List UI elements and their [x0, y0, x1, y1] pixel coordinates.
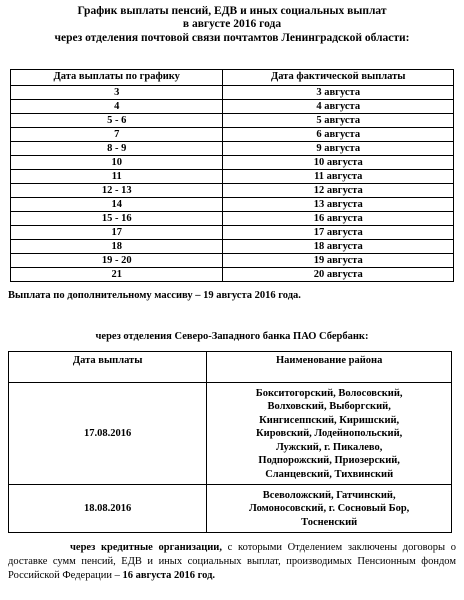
table-row — [11, 198, 454, 212]
actual-date-cell: 16 августа — [223, 212, 454, 226]
scheduled-date-cell: 8 - 9 — [11, 142, 223, 156]
district-line: Ломоносовский, г. Сосновый Бор, — [249, 503, 410, 515]
scheduled-date-cell: 14 — [11, 198, 223, 212]
table-row — [11, 268, 454, 282]
table-header-row — [11, 70, 454, 86]
table-row — [11, 128, 454, 142]
column-header-scheduled-date: Дата выплаты по графику — [11, 70, 223, 86]
district-line: Сланцевский, Тихвинский — [265, 468, 394, 480]
scheduled-date-cell: 11 — [11, 170, 223, 184]
scheduled-date-cell: 19 - 20 — [11, 254, 223, 268]
district-line: Подпорожский, Приозерский, — [258, 455, 400, 467]
district-names-cell — [207, 383, 452, 485]
district-line: Бокситогорский, Волосовский, — [255, 387, 403, 399]
actual-date-cell: 17 августа — [223, 226, 454, 240]
actual-date-cell: 19 августа — [223, 254, 454, 268]
actual-date-cell: 4 августа — [223, 100, 454, 114]
scheduled-date-cell: 4 — [11, 100, 223, 114]
district-line: Волховский, Выборгский, — [267, 401, 391, 413]
sberbank-schedule-table — [8, 351, 452, 533]
payment-date-cell: 18.08.2016 — [9, 485, 207, 533]
column-header-payment-date: Дата выплаты — [9, 352, 207, 383]
table-row — [11, 100, 454, 114]
document-title-line-1: График выплаты пенсий, ЕДВ и иных социальных выплат — [77, 5, 387, 17]
scheduled-date-cell: 7 — [11, 128, 223, 142]
table-row — [11, 240, 454, 254]
district-line: Тосненский — [301, 516, 358, 528]
credit-body-text: с которыми Отделением заключены договоры о доставке сумм пенсий, ЕДВ и иных социальных выплат, производимых Пенсионным фондом Российской Федерации – — [8, 542, 457, 581]
scheduled-date-cell: 21 — [11, 268, 223, 282]
actual-date-cell: 9 августа — [223, 142, 454, 156]
scheduled-date-cell: 12 - 13 — [11, 184, 223, 198]
table-row — [11, 170, 454, 184]
credit-organizations-paragraph — [8, 541, 456, 583]
actual-date-cell: 20 августа — [223, 268, 454, 282]
scheduled-date-cell: 17 — [11, 226, 223, 240]
actual-date-cell: 12 августа — [223, 184, 454, 198]
additional-payment-note: Выплата по дополнительному массиву – 19 августа 2016 года. — [8, 290, 301, 301]
table-row — [11, 212, 454, 226]
district-line: Кировский, Лодейнопольский, — [256, 428, 403, 440]
district-line: Всеволожский, Гатчинский, — [262, 489, 396, 501]
credit-lead-text: через кредитные организации, — [70, 542, 222, 553]
table-row — [9, 383, 452, 485]
payment-date-cell: 17.08.2016 — [9, 383, 207, 485]
district-names-cell — [207, 485, 452, 533]
table-row — [11, 226, 454, 240]
credit-payment-date: 16 августа 2016 год. — [119, 570, 216, 581]
actual-date-cell: 13 августа — [223, 198, 454, 212]
table-row — [11, 184, 454, 198]
table-row — [11, 142, 454, 156]
column-header-actual-date: Дата фактической выплаты — [223, 70, 454, 86]
document-title-line-3: через отделения почтовой связи почтамтов Ленинградской области: — [54, 32, 410, 44]
table-row — [11, 254, 454, 268]
actual-date-cell: 6 августа — [223, 128, 454, 142]
district-line: Лужский, г. Пикалево, — [275, 441, 383, 453]
table-header-row — [9, 352, 452, 383]
sberbank-section-title: через отделения Северо-Западного банка ПАО Сбербанк: — [95, 331, 369, 342]
table-row — [11, 156, 454, 170]
scheduled-date-cell: 5 - 6 — [11, 114, 223, 128]
table-row — [9, 485, 452, 533]
post-office-schedule-table — [10, 69, 454, 282]
district-line: Кингисеппский, Киришский, — [259, 414, 400, 426]
document-title-line-2: в августе 2016 года — [182, 18, 282, 30]
table-row — [11, 114, 454, 128]
table-row — [11, 86, 454, 100]
column-header-district-name: Наименование района — [207, 352, 452, 383]
actual-date-cell: 18 августа — [223, 240, 454, 254]
scheduled-date-cell: 3 — [11, 86, 223, 100]
scheduled-date-cell: 15 - 16 — [11, 212, 223, 226]
scheduled-date-cell: 10 — [11, 156, 223, 170]
actual-date-cell: 5 августа — [223, 114, 454, 128]
actual-date-cell: 11 августа — [223, 170, 454, 184]
scheduled-date-cell: 18 — [11, 240, 223, 254]
actual-date-cell: 3 августа — [223, 86, 454, 100]
actual-date-cell: 10 августа — [223, 156, 454, 170]
